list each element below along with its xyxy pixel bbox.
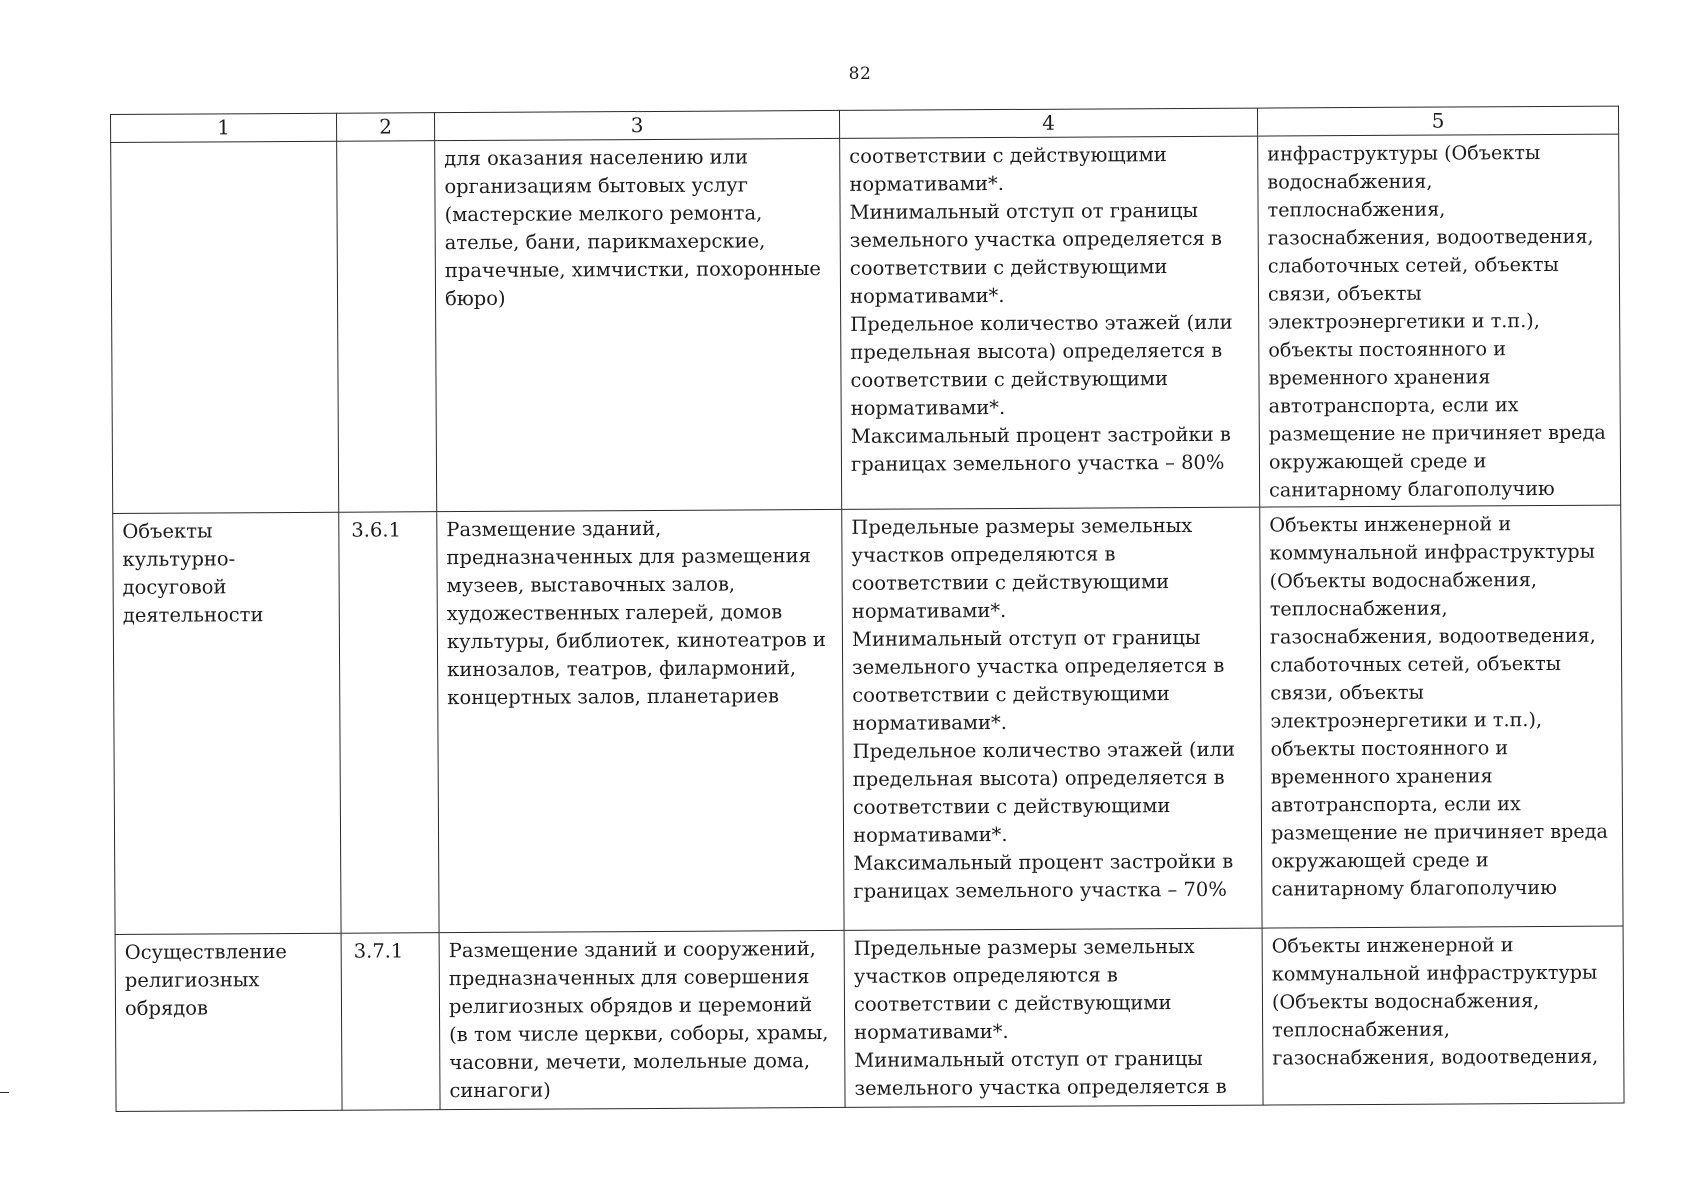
parameter-line: Минимальный отступ от границы земельного участка определяется в соответствии с действующими нормативами*.: [851, 625, 1225, 735]
building-parameters: [844, 928, 1263, 1107]
building-parameters: [840, 136, 1260, 509]
margin-mark: [0, 1092, 9, 1093]
use-type-name: Объекты культурно-досуговой деятельности: [113, 512, 341, 934]
auxiliary-uses: Объекты инженерной и коммунальной инфраструктуры (Объекты водоснабжения, теплоснабжения, газоснабжения, водоотведения, слаботочных сетей, объекты связи, объекты электроэнергетики и т.п.), объекты постоянного и временного хранения автотранспорта, если их размещение не причиняет вреда окружающей среде и санитарному благополучию: [1260, 505, 1623, 928]
document-table-wrapper: [110, 106, 1624, 1112]
use-type-code: 3.7.1: [341, 933, 440, 1111]
page-number: 82: [848, 64, 872, 84]
use-type-name: [111, 141, 339, 513]
table-row: [111, 134, 1621, 513]
parameter-line: Предельное количество этажей (или предельная высота) определяется в соответствии с действующими нормативами*.: [852, 737, 1236, 847]
table-row: [115, 926, 1624, 1111]
parameter-line: Предельные размеры земельных участков определяются в соответствии с действующими нормативами*.: [853, 934, 1195, 1044]
auxiliary-uses: Объекты инженерной и коммунальной инфраструктуры (Объекты водоснабжения, теплоснабжения, газоснабжения, водоотведения,: [1262, 926, 1624, 1105]
use-type-code: [337, 141, 437, 513]
use-type-name: Осуществление религиозных обрядов: [115, 933, 342, 1111]
use-type-description: для оказания населению или организациям бытовых услуг (мастерские мелкого ремонта, ателье, бани, парикмахерские, прачечные, химчистки, похоронные бюро): [435, 138, 842, 511]
parameter-line: Предельные размеры земельных участков определяются в соответствии с действующими нормативами*.: [851, 513, 1193, 623]
table-row: [113, 505, 1623, 934]
auxiliary-uses: инфраструктуры (Объекты водоснабжения, теплоснабжения, газоснабжения, водоотведения, слаботочных сетей, объекты связи, объекты электроэнергетики и т.п.), объекты постоянного и временного хранения автотранспорта, если их размещение не причиняет вреда окружающей среде и санитарному благополучию: [1258, 134, 1621, 507]
use-type-description: Размещение зданий, предназначенных для размещения музеев, выставочных залов, художественных галерей, домов культуры, библиотек, кинотеатров и кинозалов, театров, филармоний, концертных залов, планетариев: [437, 509, 844, 932]
column-number: 2: [336, 113, 434, 142]
column-number: 1: [111, 113, 337, 142]
parameter-line: Максимальный процент застройки в границах земельного участка – 80%: [850, 422, 1231, 476]
parameter-line: соответствии с действующими нормативами*.: [849, 143, 1167, 196]
parameter-line: Предельное количество этажей (или предельная высота) определяется в соответствии с действующими нормативами*.: [850, 310, 1233, 420]
parameter-line: Минимальный отступ от границы земельного участка определяется в: [854, 1046, 1227, 1100]
use-type-code: 3.6.1: [339, 512, 439, 934]
parameter-line: Минимальный отступ от границы земельного участка определяется в соответствии с действующими нормативами*.: [849, 198, 1222, 308]
column-number: 3: [434, 110, 839, 140]
column-number: 4: [839, 108, 1257, 138]
parameter-line: Максимальный процент застройки в границах земельного участка – 70%: [853, 849, 1234, 903]
column-number: 5: [1257, 106, 1618, 136]
use-type-description: Размещение зданий и сооружений, предназначенных для совершения религиозных обрядов и церемоний (в том числе церкви, соборы, храмы, часовни, мечети, молельные дома, синагоги): [439, 930, 845, 1109]
land-use-table: [110, 106, 1625, 1112]
building-parameters: [842, 507, 1262, 930]
